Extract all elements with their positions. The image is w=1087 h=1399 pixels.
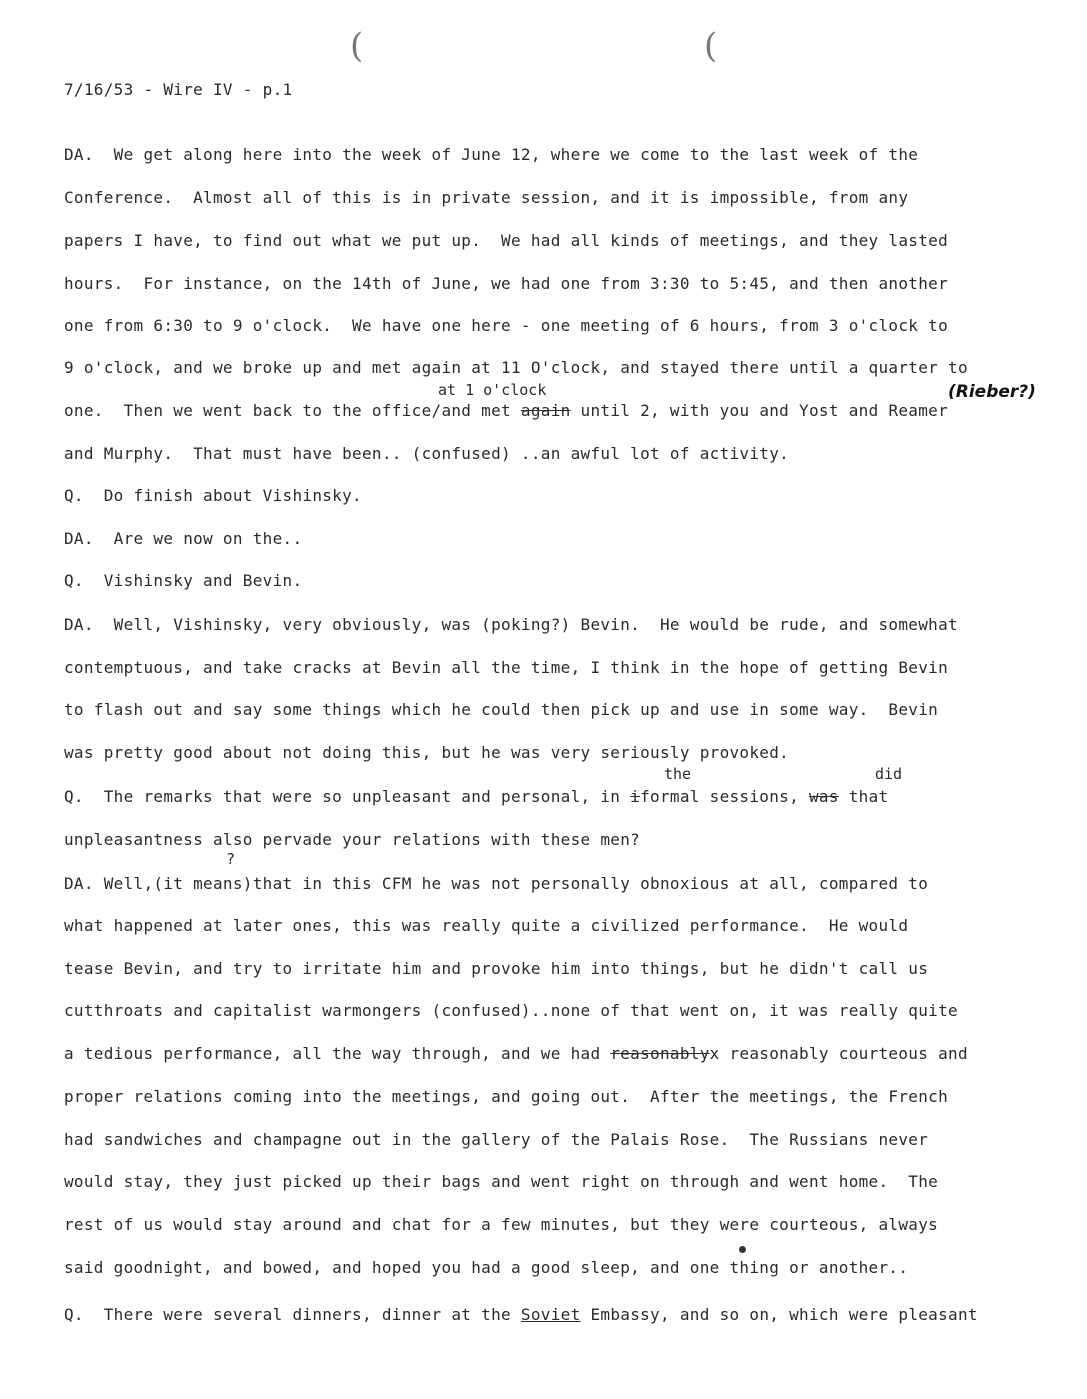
- text-line: DA. Well, Vishinsky, very obviously, was (poking?) Bevin. He would be rude, and somewhat: [64, 615, 958, 634]
- text-line: Q. Vishinsky and Bevin.: [64, 571, 303, 590]
- text-line: would stay, they just picked up their bags and went right on through and went home. The: [64, 1172, 939, 1191]
- text-line: unpleasantness also pervade your relations with these men?: [64, 830, 641, 849]
- margin-mark-left: (: [350, 26, 364, 66]
- text-line: what happened at later ones, this was really quite a civilized performance. He would: [64, 916, 909, 935]
- text-line: one from 6:30 to 9 o'clock. We have one here - one meeting of 6 hours, from 3 o'clock to: [64, 316, 949, 335]
- page-header: 7/16/53 - Wire IV - p.1: [64, 80, 293, 99]
- text-line: proper relations coming into the meetings, and going out. After the meetings, the French: [64, 1087, 949, 1106]
- text-line: to flash out and say some things which he could then pick up and use in some way. Bevin: [64, 700, 939, 719]
- text-line: was pretty good about not doing this, but he was very seriously provoked.: [64, 743, 790, 762]
- text-line: rest of us would stay around and chat for a few minutes, but they were courteous, always: [64, 1215, 939, 1234]
- text-line: Q. Do finish about Vishinsky.: [64, 486, 362, 505]
- struck-word: i: [630, 787, 641, 806]
- text-line: Q. There were several dinners, dinner at the Soviet Embassy, and so on, which were pleasant: [64, 1305, 978, 1324]
- text-line: DA. Well,(it means)that in this CFM he was not personally obnoxious at all, compared to: [64, 874, 929, 893]
- text-line: cutthroats and capitalist warmongers (confused)..none of that went on, it was really quite: [64, 1001, 958, 1020]
- insertion-at-one: at 1 o'clock: [438, 381, 547, 399]
- struck-word: again: [520, 401, 571, 420]
- text-line: had sandwiches and champagne out in the gallery of the Palais Rose. The Russians never: [64, 1130, 929, 1149]
- margin-mark-right: (: [704, 26, 718, 66]
- struck-word: reasonably: [610, 1044, 710, 1063]
- text-line: tease Bevin, and try to irritate him and provoke him into things, but he didn't call us: [64, 959, 929, 978]
- text-line: Conference. Almost all of this is in private session, and it is impossible, from any: [64, 188, 909, 207]
- underlined-word: Soviet: [520, 1305, 581, 1324]
- text-line: one. Then we went back to the office/and met again until 2, with you and Yost and Reamer: [64, 401, 949, 420]
- text-line: 9 o'clock, and we broke up and met again at 11 O'clock, and stayed there until a quarter to: [64, 358, 968, 377]
- text-line: contemptuous, and take cracks at Bevin all the time, I think in the hope of getting Bevin: [64, 658, 949, 677]
- text-line: and Murphy. That must have been.. (confused) ..an awful lot of activity.: [64, 444, 790, 463]
- ink-spot: [739, 1246, 746, 1253]
- handwritten-rieber: (Rieber?): [948, 382, 1036, 402]
- text-line: papers I have, to find out what we put up. We had all kinds of meetings, and they lasted: [64, 231, 949, 250]
- text-line: said goodnight, and bowed, and hoped you had a good sleep, and one thing or another..: [64, 1258, 909, 1277]
- text-line: Q. The remarks that were so unpleasant and personal, in iformal sessions, was that: [64, 787, 889, 806]
- text-line: DA. We get along here into the week of June 12, where we come to the last week of the: [64, 145, 919, 164]
- text-line: a tedious performance, all the way through, and we had reasonablyx reasonably courteous and: [64, 1044, 968, 1063]
- insertion-question: ?: [226, 850, 236, 868]
- insertion-did: did: [875, 765, 903, 783]
- insertion-the: the: [664, 765, 692, 783]
- struck-word: was: [808, 787, 839, 806]
- text-line: hours. For instance, on the 14th of June, we had one from 3:30 to 5:45, and then another: [64, 274, 949, 293]
- text-line: DA. Are we now on the..: [64, 529, 303, 548]
